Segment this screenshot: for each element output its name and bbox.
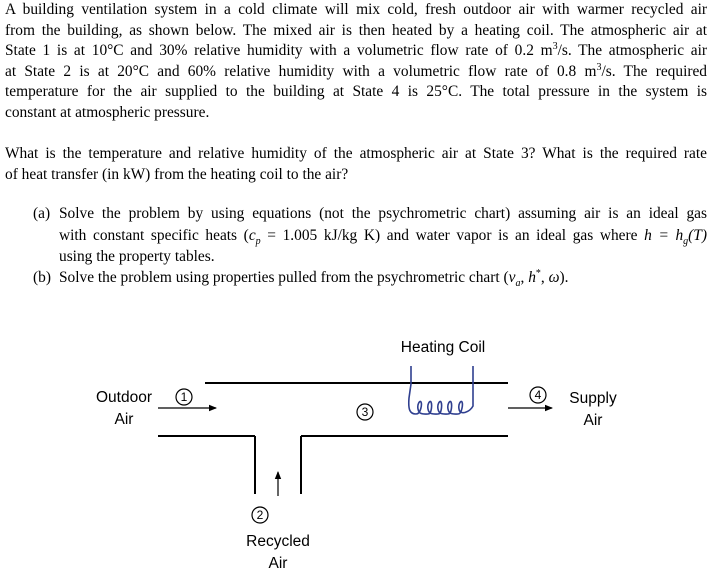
text-segment: , bbox=[540, 269, 549, 286]
symbol-c: c bbox=[248, 226, 256, 244]
state-4-number: 4 bbox=[534, 388, 542, 402]
text-segment: State 1 is at 10°C and 30% relative humidity with a volumetric flow rate of 0.2 m bbox=[5, 42, 553, 60]
part-b-label: (b) bbox=[33, 269, 51, 286]
state-2-number: 2 bbox=[256, 508, 264, 522]
superscript-cubed: 3 bbox=[596, 61, 602, 73]
text-line: What is the temperature and relative humidity of the atmospheric air at State 3? What is the required rate bbox=[5, 145, 707, 162]
part-a-label: (a) bbox=[33, 205, 51, 222]
subscript-p: p bbox=[255, 235, 261, 247]
text-segment: , bbox=[520, 269, 529, 286]
heating-coil-label: Heating Coil bbox=[400, 339, 486, 356]
text-line: temperature for the air supplied to the building at State 4 is 25°C. The total pressure in the system is bbox=[5, 83, 707, 101]
state-1-number: 1 bbox=[180, 390, 188, 404]
symbol-h-eq: h = h bbox=[644, 226, 684, 244]
text-segment: with constant specific heats ( bbox=[59, 226, 249, 244]
text-segment: /s. The atmospheric air bbox=[557, 42, 707, 60]
subscript-g: g bbox=[683, 235, 689, 247]
symbol-t: (T) bbox=[688, 226, 707, 244]
text-line: Solve the problem by using equations (not the psychrometric chart) assuming air is an ideal gas bbox=[59, 205, 707, 222]
text-segment: /s. The required bbox=[601, 62, 708, 80]
symbol-h: h bbox=[528, 269, 536, 286]
text-line: A building ventilation system in a cold climate will mix cold, fresh outdoor air with warmer recycled air bbox=[5, 1, 707, 18]
text-segment: ). bbox=[559, 269, 569, 286]
supply-air-label-line1: Supply bbox=[569, 390, 617, 407]
symbol-v: v bbox=[508, 269, 516, 286]
heating-coil-icon bbox=[409, 366, 473, 414]
superscript-cubed: 3 bbox=[552, 41, 558, 53]
text-line: from the building, as shown below. The mixed air is then heated by a heating coil. The atmospheric air at bbox=[5, 21, 707, 39]
recycled-air-label-line2: Air bbox=[268, 555, 288, 572]
outdoor-air-label-line2: Air bbox=[114, 411, 134, 428]
superscript-star: * bbox=[535, 267, 541, 279]
subscript-a: a bbox=[515, 278, 521, 290]
text-line: constant at atmospheric pressure. bbox=[5, 103, 210, 121]
text-segment: Solve the problem using properties pulled from the psychrometric chart ( bbox=[59, 269, 509, 286]
text-segment: = 1.005 kJ/kg K) and water vapor is an ideal gas where bbox=[260, 226, 645, 244]
text-segment: at State 2 is at 20°C and 60% relative humidity with a volumetric flow rate of 0.8 m bbox=[5, 62, 597, 80]
text-line: using the property tables. bbox=[59, 248, 215, 265]
recycled-air-label-line1: Recycled bbox=[246, 533, 310, 550]
state-3-number: 3 bbox=[361, 405, 369, 419]
supply-air-label-line2: Air bbox=[583, 412, 603, 429]
symbol-omega: ω bbox=[548, 269, 560, 286]
outdoor-air-label-line1: Outdoor bbox=[95, 389, 152, 406]
text-line: of heat transfer (in kW) from the heating coil to the air? bbox=[5, 165, 349, 183]
